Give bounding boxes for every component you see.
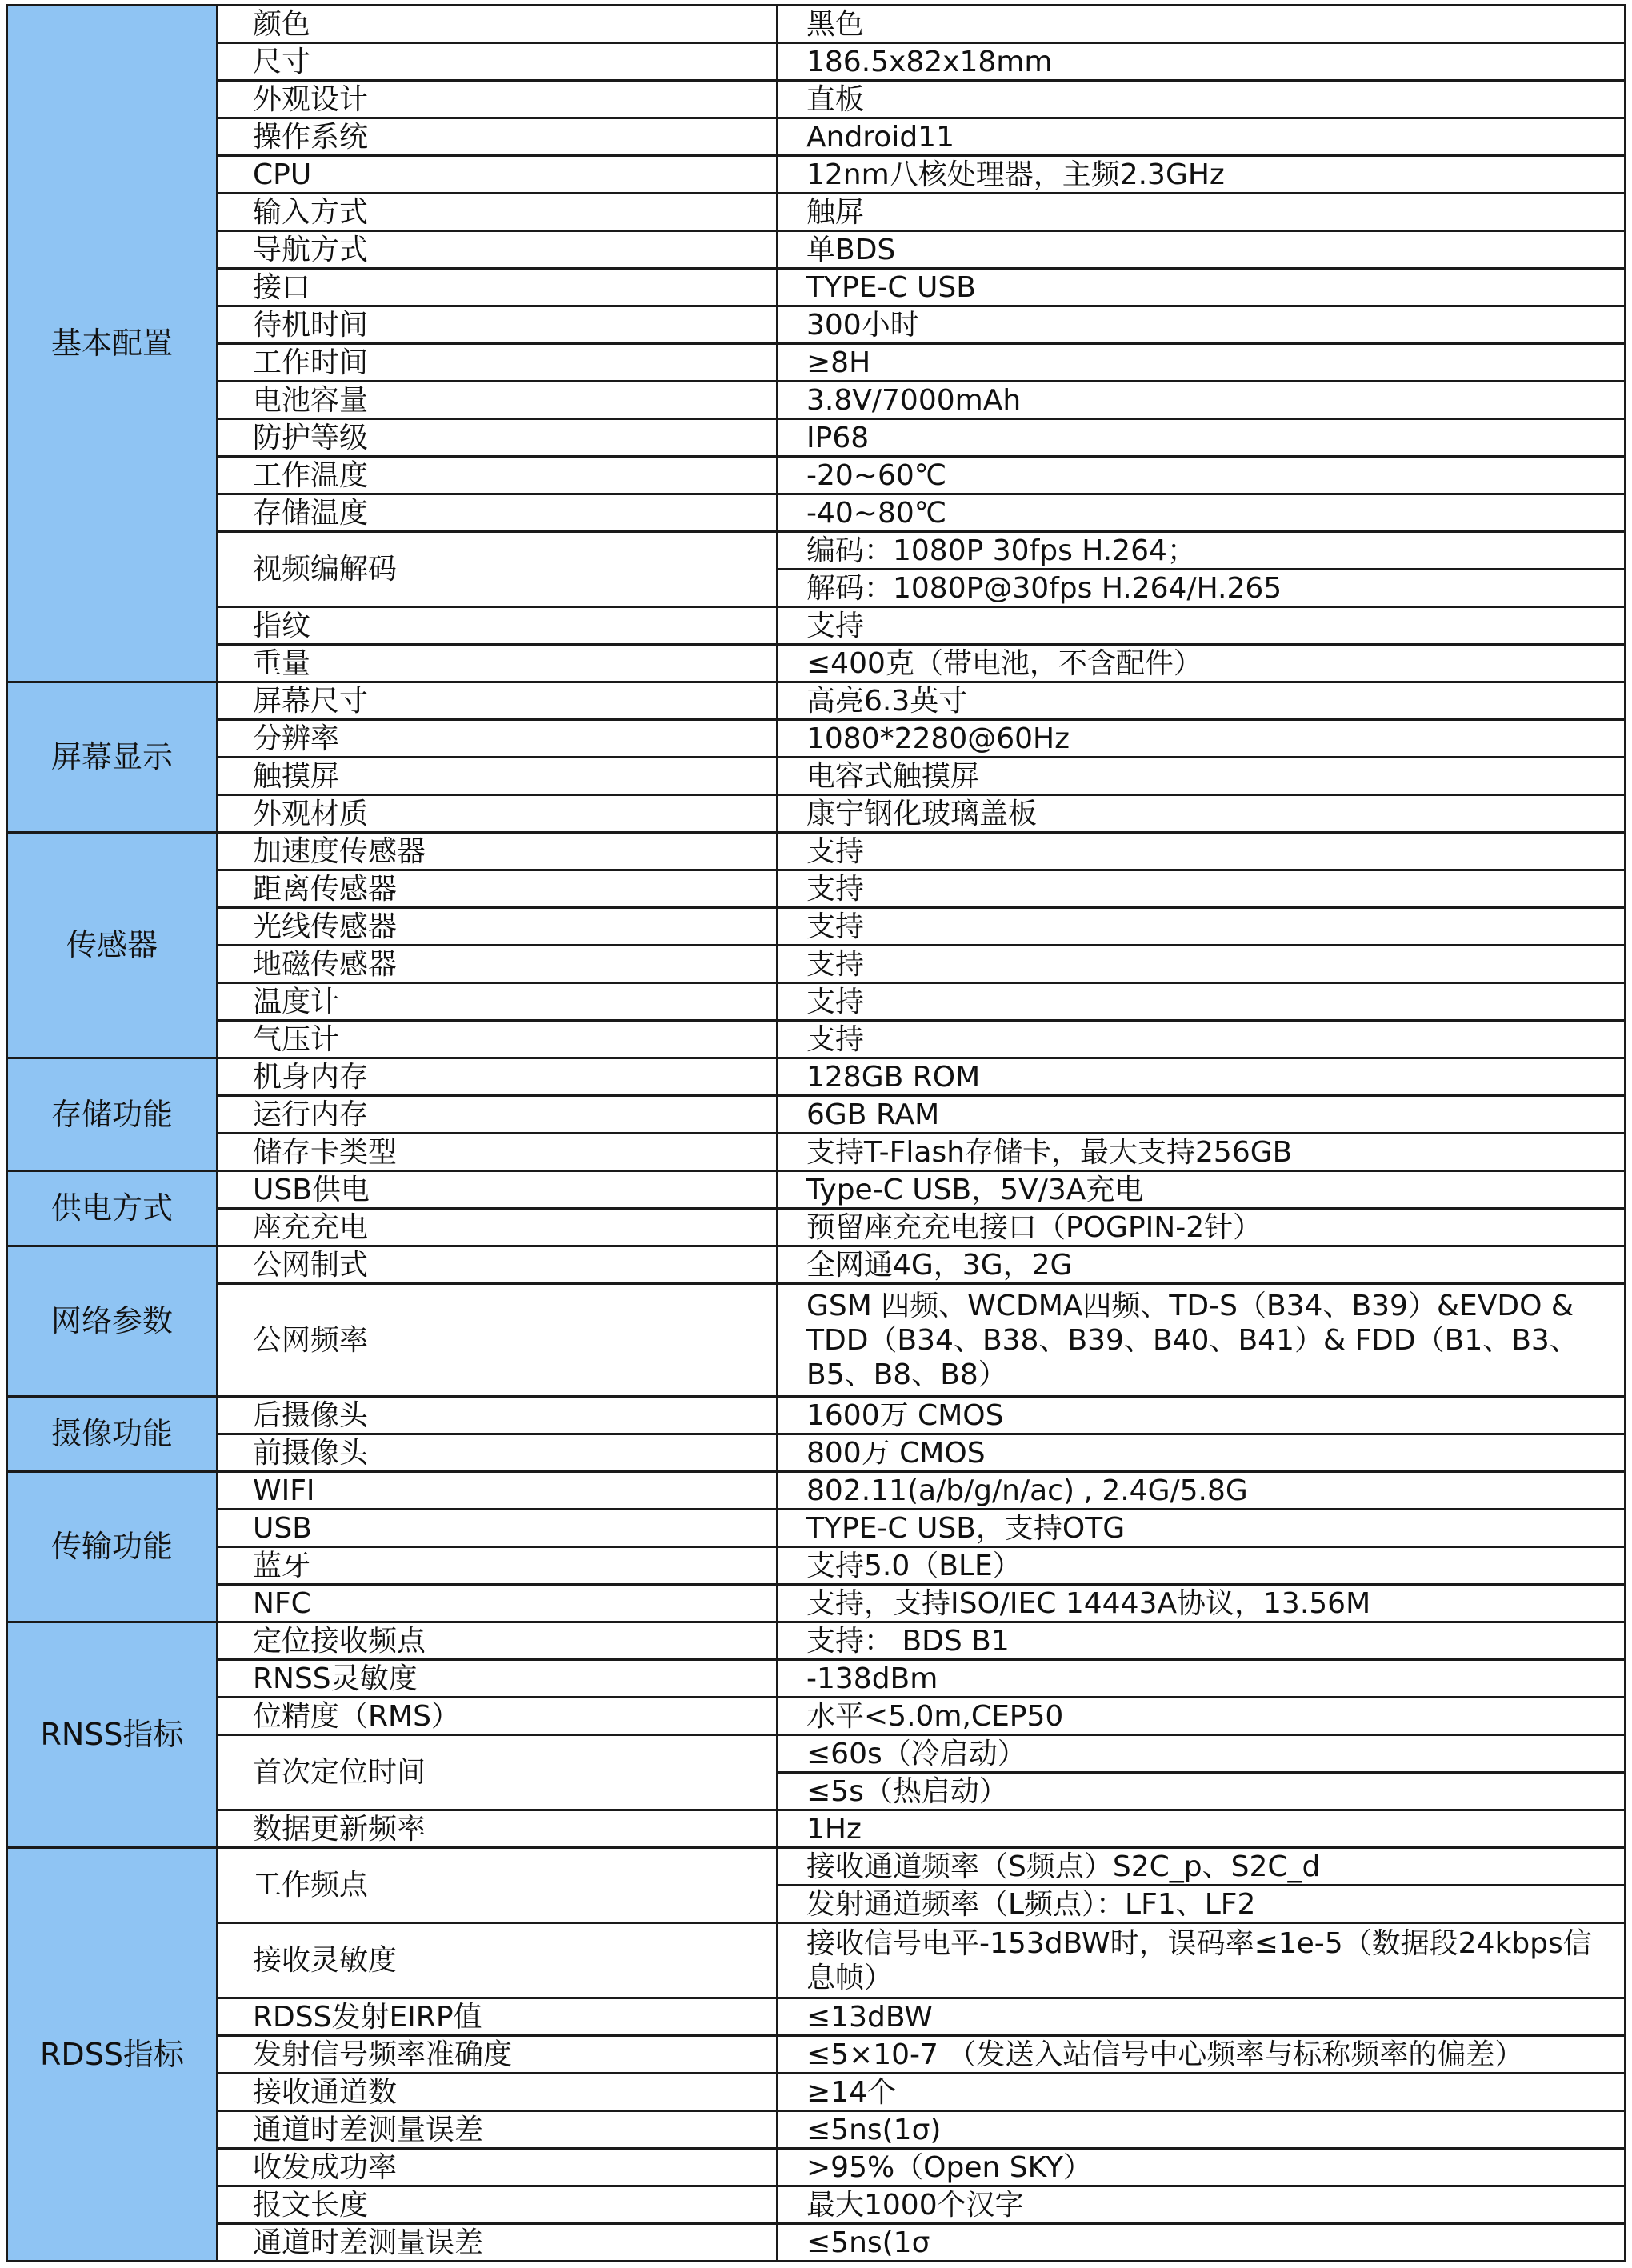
spec-value-cell: ≤5ns(1σ (778, 2224, 1626, 2262)
spec-label-cell: 通道时差测量误差 (218, 2111, 778, 2149)
spec-label-cell: NFC (218, 1585, 778, 1622)
spec-value-cell: 6GB RAM (778, 1096, 1626, 1134)
spec-label-cell: 公网制式 (218, 1246, 778, 1284)
table-row (7, 2036, 1626, 2074)
spec-label-cell: 视频编解码 (218, 532, 778, 607)
spec-label-cell: 电池容量 (218, 382, 778, 419)
spec-value-cell: 800万 CMOS (778, 1434, 1626, 1472)
spec-value-cell: TYPE-C USB (778, 269, 1626, 306)
spec-label-cell: 报文长度 (218, 2186, 778, 2224)
spec-value-cell: 解码：1080P@30fps H.264/H.265 (778, 570, 1626, 607)
spec-value-cell: 1Hz (778, 1810, 1626, 1848)
spec-value-cell: 康宁钢化玻璃盖板 (778, 795, 1626, 833)
spec-label-cell: 温度计 (218, 983, 778, 1021)
spec-value-cell: 直板 (778, 81, 1626, 118)
spec-label-cell: 发射信号频率准确度 (218, 2036, 778, 2074)
category-cell: 存储功能 (7, 1058, 218, 1171)
spec-value-cell: 支持 (778, 833, 1626, 870)
spec-label-cell: 防护等级 (218, 419, 778, 457)
spec-label-cell: 光线传感器 (218, 908, 778, 946)
spec-value-cell: 黑色 (778, 6, 1626, 43)
spec-value-cell: ≤5×10-7 （发送入站信号中心频率与标称频率的偏差） (778, 2036, 1626, 2074)
spec-value-cell: ≤400克（带电池，不含配件） (778, 645, 1626, 682)
table-row (7, 1510, 1626, 1547)
spec-value-cell: 高亮6.3英寸 (778, 682, 1626, 720)
table-row (7, 1848, 1626, 1886)
table-row (7, 1096, 1626, 1134)
table-row (7, 1923, 1626, 1998)
spec-value-cell: 预留座充充电接口（POGPIN-2针） (778, 1209, 1626, 1246)
spec-label-cell: 待机时间 (218, 306, 778, 344)
table-row (7, 833, 1626, 870)
table-row (7, 1134, 1626, 1171)
table-row (7, 1735, 1626, 1773)
spec-value-cell: Type-C USB，5V/3A充电 (778, 1171, 1626, 1209)
table-row (7, 720, 1626, 758)
table-row (7, 156, 1626, 194)
spec-label-cell: 后摄像头 (218, 1397, 778, 1434)
spec-label-cell: 重量 (218, 645, 778, 682)
table-row (7, 2186, 1626, 2224)
spec-label-cell: 储存卡类型 (218, 1134, 778, 1171)
table-row (7, 194, 1626, 231)
table-row (7, 1810, 1626, 1848)
table-row (7, 1622, 1626, 1660)
spec-label-cell: CPU (218, 156, 778, 194)
spec-value-cell: 支持： BDS B1 (778, 1622, 1626, 1660)
spec-label-cell: 触摸屏 (218, 758, 778, 795)
spec-label-cell: 收发成功率 (218, 2149, 778, 2186)
spec-value-cell: TYPE-C USB，支持OTG (778, 1510, 1626, 1547)
spec-value-cell: ≤13dBW (778, 1998, 1626, 2036)
spec-value-cell: 支持 (778, 1021, 1626, 1058)
spec-value-cell: ≤5s（热启动） (778, 1773, 1626, 1810)
spec-value-cell: 支持 (778, 946, 1626, 983)
spec-value-cell: 128GB ROM (778, 1058, 1626, 1096)
table-row (7, 1021, 1626, 1058)
spec-label-cell: 颜色 (218, 6, 778, 43)
spec-label-cell: 接口 (218, 269, 778, 306)
spec-value-cell: 802.11(a/b/g/n/ac) , 2.4G/5.8G (778, 1472, 1626, 1510)
table-row (7, 494, 1626, 532)
spec-value-cell: 支持 (778, 607, 1626, 645)
spec-value-cell: 1600万 CMOS (778, 1397, 1626, 1434)
table-row (7, 2224, 1626, 2262)
table-row (7, 1284, 1626, 1397)
spec-label-cell: 工作频点 (218, 1848, 778, 1923)
spec-value-cell: 水平<5.0m,CEP50 (778, 1698, 1626, 1735)
spec-label-cell: 接收灵敏度 (218, 1923, 778, 1998)
spec-value-cell: IP68 (778, 419, 1626, 457)
category-cell: RNSS指标 (7, 1622, 218, 1848)
spec-value-cell: ≤5ns(1σ) (778, 2111, 1626, 2149)
spec-label-cell: 分辨率 (218, 720, 778, 758)
table-row (7, 231, 1626, 269)
spec-value-cell: 支持 (778, 908, 1626, 946)
spec-label-cell: RDSS发射EIRP值 (218, 1998, 778, 2036)
table-row (7, 1246, 1626, 1284)
table-row (7, 682, 1626, 720)
spec-label-cell: 输入方式 (218, 194, 778, 231)
spec-value-cell: ≤60s（冷启动） (778, 1735, 1626, 1773)
spec-label-cell: 蓝牙 (218, 1547, 778, 1585)
spec-label-cell: 地磁传感器 (218, 946, 778, 983)
table-row (7, 1698, 1626, 1735)
table-row (7, 1058, 1626, 1096)
table-row (7, 419, 1626, 457)
spec-label-cell: 导航方式 (218, 231, 778, 269)
spec-label-cell: 气压计 (218, 1021, 778, 1058)
spec-value-cell: 电容式触摸屏 (778, 758, 1626, 795)
spec-label-cell: 尺寸 (218, 43, 778, 81)
spec-label-cell: 存储温度 (218, 494, 778, 532)
category-cell: 网络参数 (7, 1246, 218, 1397)
spec-label-cell: 指纹 (218, 607, 778, 645)
spec-value-cell: 发射通道频率（L频点）：LF1、LF2 (778, 1886, 1626, 1923)
spec-label-cell: 座充充电 (218, 1209, 778, 1246)
spec-label-cell: 前摄像头 (218, 1434, 778, 1472)
table-row (7, 1397, 1626, 1434)
spec-value-cell: 1080*2280@60Hz (778, 720, 1626, 758)
category-cell: RDSS指标 (7, 1848, 218, 2262)
spec-label-cell: 屏幕尺寸 (218, 682, 778, 720)
spec-label-cell: USB (218, 1510, 778, 1547)
spec-label-cell: 机身内存 (218, 1058, 778, 1096)
table-row (7, 983, 1626, 1021)
spec-value-cell: 支持，支持ISO/IEC 14443A协议，13.56M (778, 1585, 1626, 1622)
spec-label-cell: 公网频率 (218, 1284, 778, 1397)
spec-label-cell: 位精度（RMS） (218, 1698, 778, 1735)
spec-value-cell: ≥8H (778, 344, 1626, 382)
spec-value-cell: 接收信号电平-153dBW时，误码率≤1e-5（数据段24kbps信息帧） (778, 1923, 1626, 1998)
spec-label-cell: 距离传感器 (218, 870, 778, 908)
spec-label-cell: 运行内存 (218, 1096, 778, 1134)
spec-value-cell: 最大1000个汉字 (778, 2186, 1626, 2224)
spec-label-cell: 首次定位时间 (218, 1735, 778, 1810)
table-row (7, 1434, 1626, 1472)
spec-label-cell: 接收通道数 (218, 2074, 778, 2111)
spec-table-body (7, 6, 1626, 2262)
spec-label-cell: 工作时间 (218, 344, 778, 382)
category-cell: 摄像功能 (7, 1397, 218, 1472)
spec-label-cell: 工作温度 (218, 457, 778, 494)
table-row (7, 2074, 1626, 2111)
table-row (7, 382, 1626, 419)
table-row (7, 457, 1626, 494)
category-cell: 传输功能 (7, 1472, 218, 1622)
table-row (7, 81, 1626, 118)
spec-label-cell: 外观设计 (218, 81, 778, 118)
table-row (7, 306, 1626, 344)
table-row (7, 795, 1626, 833)
table-row (7, 2111, 1626, 2149)
spec-value-cell: >95%（Open SKY） (778, 2149, 1626, 2186)
spec-value-cell: -40~80℃ (778, 494, 1626, 532)
spec-value-cell: 12nm八核处理器，主频2.3GHz (778, 156, 1626, 194)
spec-value-cell: ≥14个 (778, 2074, 1626, 2111)
table-row (7, 758, 1626, 795)
table-row (7, 1998, 1626, 2036)
table-row (7, 1585, 1626, 1622)
table-row (7, 1171, 1626, 1209)
spec-value-cell: 3.8V/7000mAh (778, 382, 1626, 419)
spec-value-cell: 支持 (778, 870, 1626, 908)
table-row (7, 2149, 1626, 2186)
category-cell: 传感器 (7, 833, 218, 1058)
spec-value-cell: 接收通道频率（S频点）S2C_p、S2C_d (778, 1848, 1626, 1886)
spec-value-cell: 支持 (778, 983, 1626, 1021)
table-row (7, 1472, 1626, 1510)
spec-value-cell: 编码：1080P 30fps H.264； (778, 532, 1626, 570)
spec-value-cell: 300小时 (778, 306, 1626, 344)
spec-value-cell: -138dBm (778, 1660, 1626, 1698)
table-row (7, 118, 1626, 156)
table-row (7, 269, 1626, 306)
table-row (7, 6, 1626, 43)
table-row (7, 1547, 1626, 1585)
table-row (7, 946, 1626, 983)
category-cell: 供电方式 (7, 1171, 218, 1246)
spec-label-cell: 数据更新频率 (218, 1810, 778, 1848)
spec-label-cell: 定位接收频点 (218, 1622, 778, 1660)
spec-value-cell: GSM 四频、WCDMA四频、TD-S（B34、B39）&EVDO & TDD（B34、B38、B39、B40、B41）& FDD（B1、B3、B5、B8、B8） (778, 1284, 1626, 1397)
spec-label-cell: 加速度传感器 (218, 833, 778, 870)
spec-label-cell: USB供电 (218, 1171, 778, 1209)
spec-table (6, 4, 1626, 2262)
spec-value-cell: 186.5x82x18mm (778, 43, 1626, 81)
category-cell: 基本配置 (7, 6, 218, 682)
spec-label-cell: 操作系统 (218, 118, 778, 156)
spec-value-cell: Android11 (778, 118, 1626, 156)
spec-value-cell: -20~60℃ (778, 457, 1626, 494)
spec-value-cell: 支持T-Flash存储卡，最大支持256GB (778, 1134, 1626, 1171)
spec-value-cell: 全网通4G，3G，2G (778, 1246, 1626, 1284)
table-row (7, 344, 1626, 382)
table-row (7, 1209, 1626, 1246)
table-row (7, 908, 1626, 946)
category-cell: 屏幕显示 (7, 682, 218, 833)
spec-value-cell: 支持5.0（BLE） (778, 1547, 1626, 1585)
table-row (7, 532, 1626, 570)
table-row (7, 43, 1626, 81)
spec-label-cell: WIFI (218, 1472, 778, 1510)
table-row (7, 1660, 1626, 1698)
table-row (7, 607, 1626, 645)
spec-label-cell: RNSS灵敏度 (218, 1660, 778, 1698)
table-row (7, 870, 1626, 908)
table-row (7, 645, 1626, 682)
spec-label-cell: 外观材质 (218, 795, 778, 833)
spec-label-cell: 通道时差测量误差 (218, 2224, 778, 2262)
spec-value-cell: 触屏 (778, 194, 1626, 231)
spec-value-cell: 单BDS (778, 231, 1626, 269)
